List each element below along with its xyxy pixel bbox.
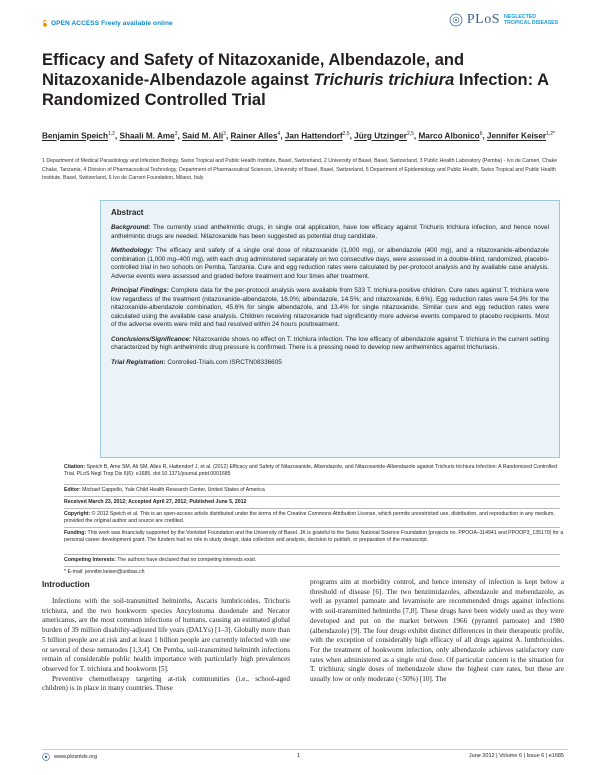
author-name[interactable]: Jennifer Keiser: [486, 131, 547, 141]
citation-label: Citation:: [64, 464, 86, 470]
intro-right-column: [310, 578, 564, 685]
funding-text: This work was financially supported by the Vontobel Foundation and the University of Basel. JK is grateful to the Swiss National Science Foundation (projects no. PPOOA–114941 and PPOOP3_135170) for a personal career development grant. The funders had no role in study design, data collection and analysis, decision to publish, or preparation of the manuscript.: [64, 530, 564, 543]
author-affiliation-marker: 3: [223, 131, 226, 137]
conclusions-label: Conclusions/Significance:: [111, 335, 191, 343]
journal-subtitle: NEGLECTED TROPICAL DISEASES: [504, 14, 559, 26]
editor-label: Editor:: [64, 487, 81, 493]
citation-text: Speich B, Ame SM, Ali SM, Alles R, Hattendorf J, et al. (2012) Efficacy and Safety of Nitazoxanide, Albendazole, and Nitazoxanide-Albendazole against Trichuris trichiura Infection: A Randomized Controlled Trial. PLoS Negl Trop Dis 6(6): e1685. doi:10.1371/journal.pntd.0001685: [64, 464, 557, 477]
author-affiliation-marker: 1,2*: [546, 131, 555, 137]
title-species: Trichuris trichiura: [313, 71, 455, 89]
competing-text: The authors have declared that no competing interests exist.: [115, 557, 257, 563]
intro-paragraph: programs aim at morbidity control, and hence intensity of infection is kept below a threshold of disease [6]. The two benzimidazoles, albendazole and mebendazole, as well as pyrantel pamoate and levamisole are recommended drugs against infections with soil-transmitted helminths [7,8]. These drugs have been widely used as they were developed and put on the market between 1966 (pyrantel pamoate) and 1980 (albendazole) [9]. The four drugs exhibit distinct differences in their therapeutic profile, with the exception of considerably high efficacy of all drugs against A. lumbricoides. For the treatment of hookworm infection, only albendazole achieves satisfactory cure rates when administered as a single oral dose. Of particular concern is the situation for T. trichiura; single doses of mebendazole show the highest cure rates, but these are usually low or only moderate (<50%) [10]. The: [310, 578, 564, 684]
author-name[interactable]: Shaali M. Ame: [119, 131, 175, 141]
background-text: The currently used anthelmintic drugs, in single oral application, have low efficacy against Trichuris trichiura infection, and hence novel anthelmintic drugs are needed. Nitazoxanide has been suggested as potential drug candidate.: [111, 224, 549, 240]
funding: [64, 530, 564, 544]
affiliations: 1 Department of Medical Parasitology and Infection Biology, Swiss Tropical and Public Health Institute, Basel, Switzerland, 2 University of Basel, Basel, Switzerland, 3 Public Health Laboratory (Pemba) - Ivo de Carneri, Chake Chake, Tanzania, 4 Division of Pharmaceutical Technology, Department of Pharmaceutical Sciences, University of Basel, Basel, Switzerland, 5 Department of Epidemiology and Public Health, Swiss Tropical and Public Health Institute, Basel, Switzerland, 6 Ivo de Carneri Foundation, Milano, Italy: [42, 158, 558, 182]
citation: [64, 464, 564, 478]
intro-paragraph: Preventive chemotherapy targeting at-risk communities (i.e., school-aged children) is in place in many countries. These: [42, 674, 290, 693]
copyright: [64, 511, 564, 525]
methodology-text: The efficacy and safety of a single oral dose of nitazoxanide (1,000 mg), or albendazole (400 mg), and a nitazoxanide-albendazole combination (1,000 mg–400 mg), with each drug administered separately on two consecutive days, were assessed in a double-blind, randomized, placebo-controlled trial in two schools on Pemba, Tanzania. Cure and egg reduction rates were calculated by per-protocol analysis and by available case analysis. Adverse events were assessed and graded before treatment and four times after treatment.: [111, 247, 550, 280]
abstract-box: [100, 200, 560, 458]
methodology-label: Methodology:: [111, 247, 153, 254]
page-number: 1: [297, 753, 301, 759]
author-name[interactable]: Jan Hattendorf: [284, 131, 343, 141]
author-affiliation-marker: 6: [479, 131, 483, 137]
author-affiliation-marker: 4: [277, 131, 281, 137]
intro-left-column: [42, 597, 290, 694]
abstract-background: [111, 224, 549, 241]
author-name[interactable]: Benjamin Speich: [42, 131, 108, 141]
issue-info: June 2012 | Volume 6 | Issue 6 | e1685: [468, 753, 564, 759]
abstract-registration: [111, 359, 549, 368]
meta-divider: [64, 527, 560, 528]
corresponding-email[interactable]: * E-mail: jennifer.keiser@unibas.ch: [64, 569, 145, 575]
plos-logo-icon: [449, 13, 463, 27]
editor: [64, 487, 564, 494]
conclusions-text: Nitazoxanide shows no effect on T. trichiura infection. The low efficacy of albendazole against T. trichiura in the current setting characterized by high anthelmintic drug pressure is confirmed. There is a pressing need to develop new anthelmintics against trichuriasis.: [111, 335, 549, 351]
introduction-heading: Introduction: [42, 580, 90, 589]
footer-divider: [42, 749, 568, 750]
copyright-text: © 2012 Speich et al. This is an open-access article distributed under the terms of the Creative Commons Attribution License, which permits unrestricted use, distribution, and reproduction in any medium, provided the original author and source are credited.: [64, 511, 555, 524]
meta-divider: [64, 508, 560, 509]
title-part-2: Infection: A Randomized Controlled Trial: [42, 71, 549, 109]
author-list: Benjamin Speich$^{1,2}$, Shaali M. Ame$^3$, Said M. Ali$^3$, Rainer Alles$^4$, Jan Hattendorf$^{2,5}$, Jürg Utzinger$^{2,5}$, Marco Albonico$^6$, Jennifer Keiser$^{1,2*}$: [42, 131, 555, 141]
author-name[interactable]: Said M. Ali: [182, 131, 224, 141]
plos-small-logo-icon: [42, 753, 50, 761]
competing-interests: [64, 557, 564, 564]
abstract-heading: Abstract: [111, 208, 144, 217]
dates: Received March 23, 2012; Accepted April 27, 2012; Published June 5, 2012: [64, 499, 247, 505]
open-access-banner: [42, 20, 173, 27]
meta-divider: [64, 554, 560, 555]
footer-url-text[interactable]: www.plosntds.org: [54, 754, 98, 760]
author-affiliation-marker: 2,5: [342, 131, 350, 137]
meta-divider: [64, 566, 560, 567]
registration-text: Controlled-Trials.com ISRCTN08336605: [165, 358, 282, 366]
copyright-label: Copyright:: [64, 511, 91, 517]
paper-title: [42, 50, 562, 110]
journal-brand: [449, 12, 562, 28]
author-affiliation-marker: 1,2: [107, 131, 115, 137]
abstract-conclusions: [111, 336, 549, 353]
editor-text: Michael Cappello, Yale Child Health Research Center, United States of America: [80, 487, 265, 493]
findings-text: Complete data for the per-protocol analysis were available from 533 T. trichiura-positive children. Cure rates against T. trichiura were low regardless of the treatment (nitazoxanide-albendazole, 16.0%; albendazole, 14.5%; and nitazoxanide, 6.6%). Egg reduction rates were 54.9% for the nitazoxanide-albendazole combination, 45.6% for single albendazole, and 13.4% for single nitazoxanide. Similar cure and egg reduction rates were calculated using the available case analysis. Children receiving nitazoxanide had significantly more adverse events compared to placebo recipients. Most of the adverse events were mild and had resolved within 24 hours posttreatment.: [111, 287, 549, 328]
author-name[interactable]: Marco Albonico: [418, 131, 480, 141]
journal-logo: PLoS: [466, 12, 500, 27]
funding-label: Funding:: [64, 530, 87, 536]
meta-divider: [64, 484, 560, 485]
abstract-methodology: [111, 247, 549, 281]
footer-url[interactable]: [42, 753, 97, 761]
author-name[interactable]: Jürg Utzinger: [354, 131, 407, 141]
findings-label: Principal Findings:: [111, 287, 169, 294]
intro-paragraph: Infections with the soil-transmitted helminths, Ascaris lumbricoides, Trichuris trichiura, and the two hookworm species Ancylostoma duodenale and Necator americanus, are the most common infections of humans, causing an estimated global burden of 39 million disability-adjusted life years (DALYs) [1–3]. Globally more than 5 billion people are at risk and at least 1 billion people are currently infected with one or several of these nematodes [1,3,4]. On Pemba, soil-transmitted helminth infections remain of considerable public health importance with particularly high prevalences observed for T. trichiura and hookworm [5].: [42, 597, 290, 673]
author-name[interactable]: Rainer Alles: [230, 131, 278, 141]
author-affiliation-marker: 2,5: [406, 131, 414, 137]
registration-label: Trial Registration:: [111, 358, 166, 366]
background-label: Background:: [111, 224, 151, 231]
open-access-lock-icon: [42, 20, 48, 27]
title-part-1: Efficacy and Safety of Nitazoxanide, Albendazole, and Nitazoxanide-Albendazole against: [42, 51, 465, 89]
meta-divider: [64, 496, 560, 497]
author-affiliation-marker: 3: [174, 131, 178, 137]
abstract-findings: [111, 287, 549, 330]
open-access-label: OPEN ACCESS Freely available online: [51, 20, 173, 27]
competing-label: Competing Interests:: [64, 557, 116, 563]
